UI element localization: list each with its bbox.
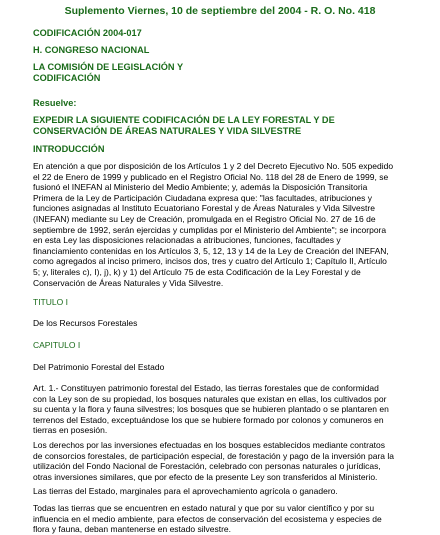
commission-heading [33,62,410,84]
intro-line: Conservación de Áreas Naturales y Vida Silvestre. [33,277,224,288]
article-line: su cuenta y la flora y fauna silvestres; los bosques que se hubieren plantado o se plantaren en [33,404,389,415]
article-line: terrenos del Estado, exceptuándose los que se hubiere formado por colonos y comuneros en [33,414,384,425]
congress-heading: H. CONGRESO NACIONAL [33,45,150,55]
paragraph-derechos [33,440,410,482]
paragraph-line: de consorcios forestales, de participación especial, de forestación y pago de la inversión para la [33,450,394,461]
capitulo-label: CAPITULO I [33,340,81,350]
paragraph-line: Las tierras del Estado, marginales para el aprovechamiento agrícola o ganadero. [33,486,338,496]
capitulo-name: Del Patrimonio Forestal del Estado [33,362,165,372]
intro-line: septiembre de 1992, serán ejercidas y cumplidas por el Ministerio del Ambiente"; se incorpora [33,224,387,235]
intro-line: fusionó el INEFAN al Ministerio del Medio Ambiente; y, además la Disposición Transitoria [33,182,368,193]
commission-line: CODIFICACIÓN [33,73,101,83]
intro-line: el 22 de Enero de 1999 y publicado en el Registro Oficial No. 118 del 28 de Enero de 1999, se [33,171,389,182]
codification-number: CODIFICACIÓN 2004-017 [33,28,142,38]
paragraph-tierras [33,486,410,497]
article-line: Art. 1.- Constituyen patrimonio forestal del Estado, las tierras forestales que de conformidad [33,383,379,393]
article-line: tierras en posesión. [33,425,108,436]
titulo-name: De los Recursos Forestales [33,318,138,328]
paragraph-line: flora y fauna, deban mantenerse en estado silvestre. [33,524,231,535]
intro-paragraph [33,161,410,288]
paragraph-line: influencia en el medio ambiente, para efectos de conservación del ecosistema y especies de [33,513,382,524]
page-header: Suplemento Viernes, 10 de septiembre del 2004 - R. O. No. 418 [64,5,376,17]
resolution-title-line: CONSERVACIÓN DE ÁREAS NATURALES Y VIDA SILVESTRE [33,126,302,136]
resolution-title [33,115,410,137]
intro-line: En atención a que por disposición de los Artículos 1 y 2 del Decreto Ejecutivo No. 505 expedido [33,161,394,171]
paragraph-line: utilización del Fondo Nacional de Forestación, celebrado con personas naturales o jurídicas, [33,461,381,472]
paragraph-todas [33,503,410,535]
article-1 [33,383,410,436]
intro-line: como agregados al inciso primero, incisos dos, tres y cuatro del Artículo 1; Capítulo II, Artículo [33,256,387,267]
intro-line: 5; y, literales c), I), j), k) y 1) del Artículo 75 de esta Codificación de la Ley Forestal y de [33,266,361,277]
paragraph-line: Todas las tierras que se encuentren en estado natural y que por su valor científico y por su [33,503,375,513]
intro-line: en esta Ley las disposiciones relacionadas a atribuciones, funciones, facultades y [33,235,341,246]
resuelve-label: Resuelve: [33,98,77,108]
titulo-label: TITULO I [33,297,68,307]
intro-line: (INEFAN) mediante su Ley de Creación, promulgada en el Registro Oficial No. 27 de 16 de [33,213,376,224]
intro-line: financiamiento contenidas en los Artículos 3, 5, 12, 13 y 14 de la Ley de Creación del INEFAN, [33,245,389,256]
paragraph-line: otras inversiones similares, que por efecto de la presente Ley son transferidos al Ministerio. [33,471,378,482]
commission-line: LA COMISIÓN DE LEGISLACIÓN Y [33,62,184,72]
resolution-title-line: EXPEDIR LA SIGUIENTE CODIFICACIÓN DE LA LEY FORESTAL Y DE [33,115,335,125]
intro-heading: INTRODUCCIÓN [33,144,105,154]
intro-line: funciones asignadas al Instituto Ecuatoriano Forestal y de Áreas Naturales y Vida Silvestre [33,203,375,214]
article-line: con la Ley son de su propiedad, los bosques naturales que existan en ellas, los cultivados por [33,393,387,404]
intro-line: Primera de la Ley de Participación Ciudadana expresa que: "las facultades, atribuciones y [33,192,372,203]
paragraph-line: Los derechos por las inversiones efectuadas en los bosques establecidos mediante contratos [33,440,386,450]
